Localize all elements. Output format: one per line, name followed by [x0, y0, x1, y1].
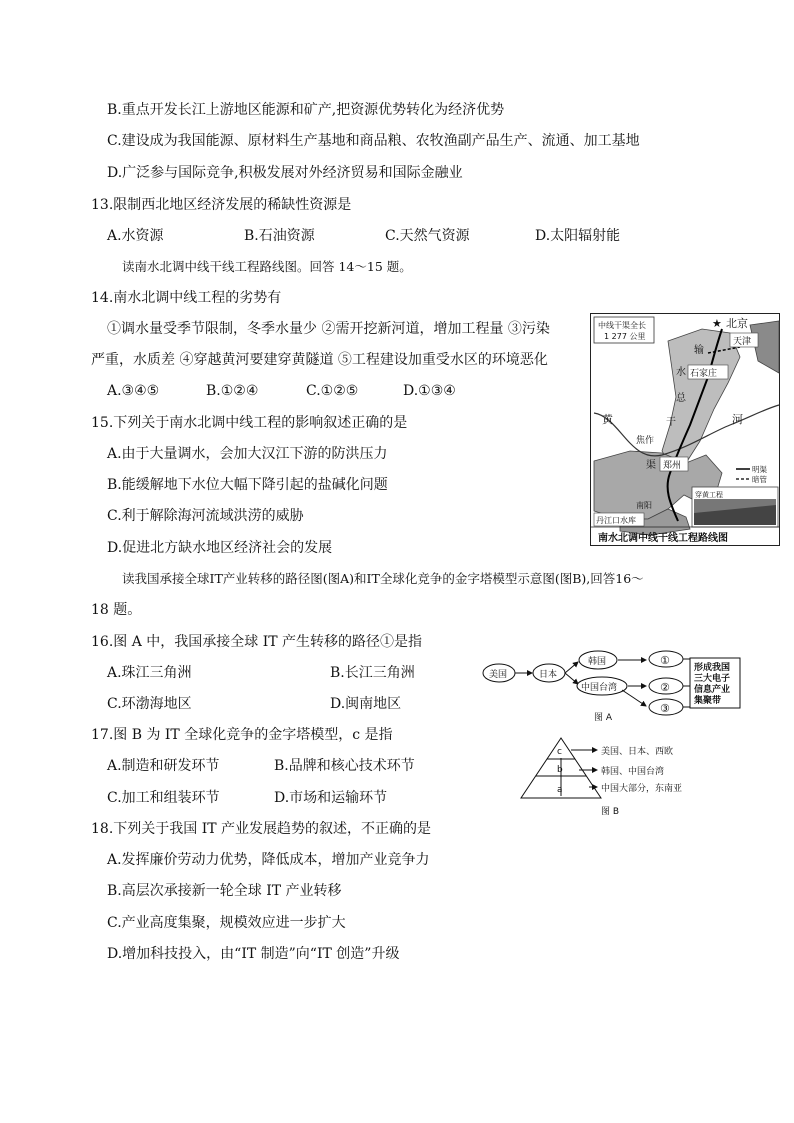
q14-option-d: D.①③④ [403, 383, 456, 399]
label-tianjin: 天津 [733, 337, 752, 347]
tier-a-label: a [557, 785, 563, 795]
q15-option-d: D.促进北方缺水地区经济社会的发展 [107, 540, 333, 556]
label-he: 河 [732, 413, 743, 426]
q16-option-c: C.环渤海地区 [107, 696, 192, 712]
label-shijiazhuang: 石家庄 [690, 369, 718, 379]
figure-a-label: 图 A [594, 713, 613, 723]
path-3-label: ③ [660, 702, 670, 715]
node-taiwan-label: 中国台湾 [581, 683, 618, 693]
label-danjiangkou: 丹江口水库 [596, 516, 636, 525]
legend-pipe: 暗管 [752, 475, 767, 484]
node-usa-label: 美国 [489, 670, 508, 680]
q13-option-a: A.水资源 [107, 228, 164, 244]
label-beijing: 北京 [726, 317, 748, 330]
tier-c-label: c [557, 747, 562, 757]
q14-stem: 14.南水北调中线工程的劣势有 [91, 290, 282, 306]
node-japan-label: 日本 [539, 670, 558, 680]
legend-open-channel: 明渠 [752, 465, 767, 474]
tier-1-text: 美国、日本、西欧 [601, 747, 674, 757]
q14-option-b: B.①②④ [206, 383, 259, 399]
q16-stem: 16.图 A 中，我国承接全球 IT 产生转移的路径①是指 [91, 634, 423, 650]
q14-option-c: C.①②⑤ [306, 383, 359, 399]
q17-option-a: A.制造和研发环节 [107, 758, 220, 774]
q14-statements-1: ①调水量受季节限制，冬季水量少 ②需开挖新河道，增加工程量 ③污染 [107, 321, 550, 337]
q13-option-d: D.太阳辐射能 [535, 228, 621, 244]
node-korea-label: 韩国 [588, 657, 607, 667]
map-caption: 南水北调中线干线工程路线图 [598, 533, 728, 544]
q15-option-b: B.能缓解地下水位大幅下降引起的盐碱化问题 [107, 477, 388, 493]
map-info-1: 中线干渠全长 [598, 321, 646, 330]
label-qu: 渠 [646, 460, 656, 471]
q17-option-b: B.品牌和核心技术环节 [274, 758, 415, 774]
q15-option-c: C.利于解除海河流域洪涝的威胁 [107, 508, 304, 524]
q15-option-a: A.由于大量调水，会加大汉江下游的防洪压力 [107, 446, 388, 462]
q13-option-c: C.天然气资源 [385, 228, 470, 244]
q18-option-c: C.产业高度集聚，规模效应进一步扩大 [107, 915, 346, 931]
q12-option-d: D.广泛参与国际竞争,积极发展对外经济贸易和国际金融业 [107, 165, 463, 181]
label-shu: 输 [694, 345, 704, 356]
result-line-1: 形成我国 [694, 663, 731, 673]
q12-option-c: C.建设成为我国能源、原材料生产基地和商品粮、农牧渔副产品生产、流通、加工基地 [107, 133, 640, 149]
map-info-2: 1 277 公里 [604, 332, 646, 341]
q16-option-b: B.长江三角洲 [330, 665, 415, 681]
q14-option-a: A.③④⑤ [107, 383, 160, 399]
q15-stem: 15.下列关于南水北调中线工程的影响叙述正确的是 [91, 415, 408, 431]
photo-label: 穿黄工程 [695, 491, 723, 499]
q17-option-c: C.加工和组装环节 [107, 790, 220, 806]
q13-option-b: B.石油资源 [244, 228, 315, 244]
intro-16-18: 读我国承接全球IT产业转移的路径图(图A)和IT全球化竞争的金字塔模型示意图(图B),回答16～ [122, 571, 644, 586]
q17-option-d: D.市场和运输环节 [274, 790, 388, 806]
q18-option-b: B.高层次承接新一轮全球 IT 产业转移 [107, 883, 342, 899]
figure-a-transfer-path [482, 646, 744, 724]
label-zhengzhou: 郑州 [663, 461, 682, 471]
figure-b-pyramid [517, 734, 749, 818]
intro-16-18-end: 18 题。 [91, 602, 142, 618]
q16-option-a: A.珠江三角洲 [107, 665, 192, 681]
q12-option-b: B.重点开发长江上游地区能源和矿产,把资源优势转化为经济优势 [107, 102, 505, 118]
label-zong: 总 [676, 393, 686, 404]
result-line-2: 三大电子 [694, 674, 731, 684]
path-2-label: ② [660, 681, 670, 694]
intro-14-15: 读南水北调中线干线工程路线图。回答 14～15 题。 [122, 259, 412, 274]
water-diversion-map [590, 313, 780, 546]
q16-option-d: D.闽南地区 [330, 696, 402, 712]
bracket [683, 659, 690, 707]
q18-stem: 18.下列关于我国 IT 产业发展趋势的叙述，不正确的是 [91, 821, 432, 837]
beijing-star-icon: ★ [712, 317, 722, 330]
q14-statements-2: 严重，水质差 ④穿越黄河要建穿黄隧道 ⑤工程建设加重受水区的环境恶化 [91, 352, 548, 368]
result-line-4: 集聚带 [694, 696, 722, 706]
label-nanyang: 南阳 [636, 501, 652, 510]
path-1-label: ① [660, 654, 670, 667]
tier-3-text: 中国大部分，东南亚 [601, 784, 683, 794]
label-gan: 干 [666, 417, 676, 428]
tier-b-label: b [557, 765, 563, 775]
q18-option-d: D.增加科技投入，由“IT 制造”向“IT 创造”升级 [107, 946, 400, 962]
tier-2-text: 韩国、中国台湾 [601, 767, 665, 777]
figure-b-label: 图 B [601, 807, 620, 817]
label-jiaozuo: 焦作 [636, 436, 655, 446]
result-line-3: 信息产业 [694, 685, 731, 695]
q13-stem: 13.限制西北地区经济发展的稀缺性资源是 [91, 197, 352, 213]
q17-stem: 17.图 B 为 IT 全球化竞争的金字塔模型，c 是指 [91, 727, 393, 743]
label-shui: 水 [676, 367, 686, 378]
q18-option-a: A.发挥廉价劳动力优势，降低成本，增加产业竞争力 [107, 852, 430, 868]
label-huang: 黄 [602, 413, 613, 426]
